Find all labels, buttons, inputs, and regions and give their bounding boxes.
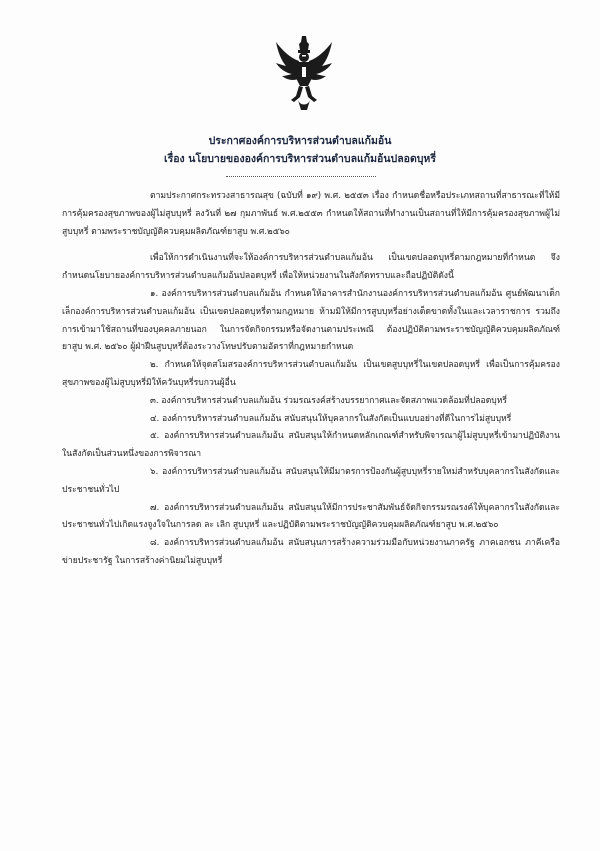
policy-item-5: ๕. องค์การบริหารส่วนตำบลแก้มอ้น สนับสนุนให้กำหนดหลักเกณฑ์สำหรับพิจารณาผู้ไม่สูบบุหรี่เข้ามาปฏิบัติงานในสังกัดเป็นส่วนหนึ่งของการพิจารณา (62, 431, 560, 460)
policy-item-4: ๔. องค์การบริหารส่วนตำบลแก้มอ้น สนับสนุนให้บุคลากรในสังกัดเป็นแบบอย่างที่ดีในการไม่สูบบุหรี่ (150, 413, 512, 424)
policy-item-8: ๘. องค์การบริหารส่วนตำบลแก้มอ้น สนับสนุนการสร้างความร่วมมือกับหน่วยงานภาครัฐ ภาคเอกชน ภาคีเครือข่ายประชารัฐ ในการสร้างค่านิยมไม่สูบบุหรี่ (62, 538, 560, 566)
document-heading: ประกาศองค์การบริหารส่วนตำบลแก้มอ้น (208, 135, 392, 147)
document-body (62, 188, 560, 571)
policy-item-7: ๗. องค์การบริหารส่วนตำบลแก้มอ้น สนับสนุนให้มีการประชาสัมพันธ์จัดกิจกรรมรณรงค์ให้บุคลากรในสังกัดและประชาชนทั่วไปเกิดแรงจูงใจในการลด ละ เลิก สูบบุหรี่ และปฏิบัติตามพระราชบัญญัติควบคุมผลิตภัณฑ์ยาสูบ พ.ศ.๒๕๖๐ (62, 502, 560, 531)
policy-item-2: ๒. กำหนดให้จุดสโมสรองค์การบริหารส่วนตำบลแก้มอ้น เป็นเขตสูบบุหรี่ในเขตปลอดบุหรี่ เพื่อเป็นการคุ้มครองสุขภาพของผู้ไม่สูบบุหรี่มิให้ควันบุหรี่รบกวนผู้อื่น (62, 360, 560, 388)
dotted-divider (226, 176, 376, 177)
policy-item-3: ๓. องค์การบริหารส่วนตำบลแก้มอ้น ร่วมรณรงค์สร้างบรรยากาศและจัดสภาพแวดล้อมที่ปลอดบุหรี่ (150, 395, 508, 406)
policy-item-1: ๑. องค์การบริหารส่วนตำบลแก้มอ้น กำหนดให้อาคารสำนักงานองค์การบริหารส่วนตำบลแก้มอ้น ศูนย์พัฒนาเด็กเล็กองค์การบริหารส่วนตำบลแก้มอ้น เป็นเขตปลอดบุหรี่ตามกฎหมาย ห้ามมิให้มีการสูบบุหรี่อย่างเด็ดขาดทั้งในและเวลาราชการ รวมถึงการเข้ามาใช้สถานที่ของบุคคลภายนอก ในการจัดกิจกรรมหรือจัดงานตามประเพณี ต้องปฏิบัติตามพระราชบัญญัติควบคุมผลิตภัณฑ์ยาสูบ พ.ศ. ๒๕๖๐ ผู้ฝ่าฝืนสูบบุหรี่ต้องระวางโทษปรับตามอัตราที่กฎหมายกำหนด (62, 288, 560, 353)
garuda-emblem-icon (272, 34, 336, 114)
intro-paragraph: ตามประกาศกระทรวงสาธารณสุข (ฉบับที่ ๑๙) พ.ศ. ๒๕๕๓ เรื่อง กำหนดชื่อหรือประเภทสถานที่สาธารณะที่ให้มีการคุ้มครองสุขภาพของผู้ไม่สูบบุหรี่ ลงวันที่ ๒๗ กุมภาพันธ์ พ.ศ.๒๕๕๓ กำหนดให้สถานที่ทำงานเป็นสถานที่ให้มีการคุ้มครองสุขภาพผู้ไม่สูบบุหรี่ ตามพระราชบัญญัติควบคุมผลิตภัณฑ์ยาสูบ พ.ศ.๒๕๖๐ (62, 191, 560, 237)
purpose-paragraph: เพื่อให้การดำเนินงานที่จะให้องค์การบริหารส่วนตำบลแก้มอ้น เป็นเขตปลอดบุหรี่ตามกฎหมายที่กำหนด จึงกำหนดนโยบายองค์การบริหารส่วนตำบลแก้มอ้นปลอดบุหรี่ เพื่อให้หน่วยงานในสังกัดทราบและถือปฏิบัติดังนี้ (62, 253, 560, 282)
policy-item-6: ๖. องค์การบริหารส่วนตำบลแก้มอ้น สนับสนุนให้มีมาตรการป้องกันผู้สูบบุหรี่รายใหม่สำหรับบุคลากรในสังกัดและประชาชนทั่วไป (62, 466, 560, 495)
document-subject: เรื่อง นโยบายขององค์การบริหารส่วนตำบลแก้มอ้นปลอดบุหรี่ (163, 153, 436, 165)
